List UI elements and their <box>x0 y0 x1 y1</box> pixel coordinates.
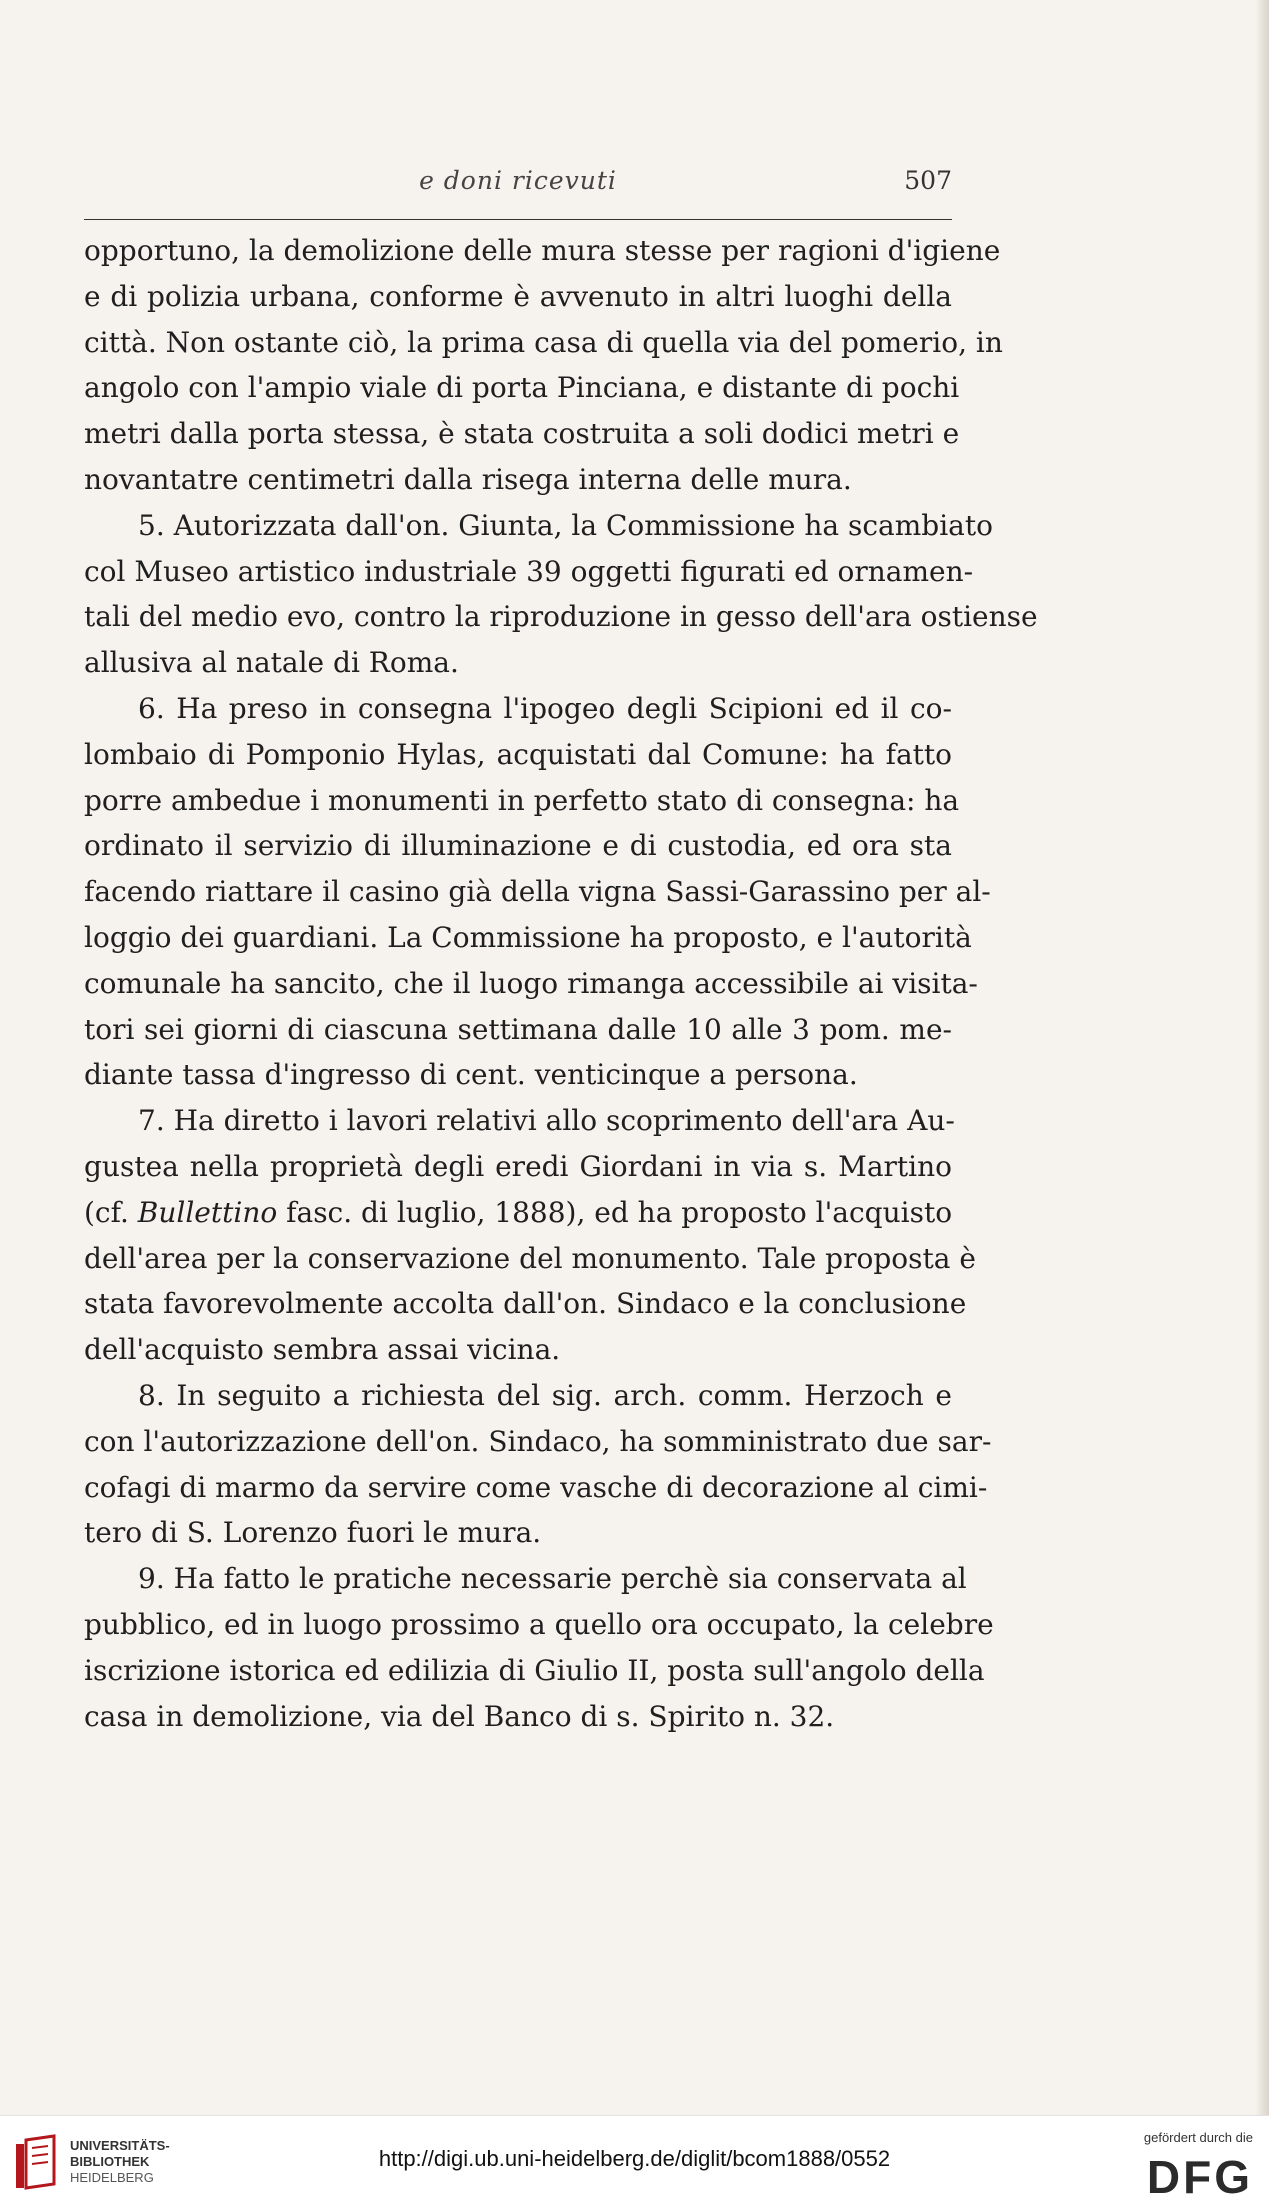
text-line: con l'autorizzazione dell'on. Sindaco, ha somministrato due sar- <box>84 1424 992 1458</box>
text-line: (cf. Bullettino fasc. di luglio, 1888), ed ha proposto l'acquisto <box>84 1195 953 1229</box>
digitization-footer <box>0 2115 1269 2207</box>
page-number: 507 <box>904 166 952 195</box>
text-line: città. Non ostante ciò, la prima casa di quella via del pomerio, in <box>84 325 1003 359</box>
text-line: e di polizia urbana, conforme è avvenuto in altri luoghi della <box>84 279 952 313</box>
text-line: tali del medio evo, contro la riproduzione in gesso dell'ara ostiense <box>84 600 1038 634</box>
text-line: comunale ha sancito, che il luogo rimanga accessibile ai visita- <box>84 966 978 1000</box>
text-line: metri dalla porta stessa, è stata costruita a soli dodici metri e <box>84 417 960 451</box>
text-line: gustea nella proprietà degli eredi Giordani in via s. Martino <box>84 1149 952 1183</box>
text-line: 6. Ha preso in consegna l'ipogeo degli Scipioni ed il co- <box>138 691 952 725</box>
funder-caption: gefördert durch die <box>1143 2130 1253 2145</box>
running-head <box>84 166 952 206</box>
text-line: dell'area per la conservazione del monumento. Tale proposta è <box>84 1241 976 1275</box>
text-line: 7. Ha diretto i lavori relativi allo scoprimento dell'ara Au- <box>138 1104 955 1138</box>
running-title: e doni ricevuti <box>419 166 617 195</box>
text-line: facendo riattare il casino già della vigna Sassi-Garassino per al- <box>84 875 991 909</box>
library-name-line: BIBLIOTHEK <box>70 2154 150 2169</box>
text-line: loggio dei guardiani. La Commissione ha proposto, e l'autorità <box>84 920 972 954</box>
text-line: iscrizione istorica ed edilizia di Giulio II, posta sull'angolo della <box>84 1653 985 1687</box>
text-line: 5. Autorizzata dall'on. Giunta, la Commissione ha scambiato <box>138 508 993 542</box>
text-line: allusiva al natale di Roma. <box>84 646 459 680</box>
text-line: novantatre centimetri dalla risega interna delle mura. <box>84 462 852 496</box>
text-line: 8. In seguito a richiesta del sig. arch. comm. Herzoch e <box>138 1378 952 1412</box>
text-line: col Museo artistico industriale 39 oggetti figurati ed ornamen- <box>84 554 974 588</box>
text-line: stata favorevolmente accolta dall'on. Sindaco e la conclusione <box>84 1287 967 1321</box>
page-edge-shadow <box>1255 0 1269 2115</box>
journal-title: Bullettino <box>137 1195 278 1229</box>
text-line: opportuno, la demolizione delle mura stesse per ragioni d'igiene <box>84 234 1001 267</box>
text-line: 9. Ha fatto le pratiche necessarie perchè sia conservata al <box>138 1562 967 1596</box>
text-line: dell'acquisto sembra assai vicina. <box>84 1333 561 1367</box>
dfg-logo: DFG <box>1146 2151 1253 2203</box>
text-line: cofagi di marmo da servire come vasche di decorazione al cimi- <box>84 1470 988 1504</box>
text-line: diante tassa d'ingresso di cent. venticinque a persona. <box>84 1058 858 1092</box>
text-line: angolo con l'ampio viale di porta Pinciana, e distante di pochi <box>84 371 960 405</box>
text-line: tero di S. Lorenzo fuori le mura. <box>84 1516 542 1550</box>
header-rule <box>84 219 952 220</box>
text-line: pubblico, ed in luogo prossimo a quello ora occupato, la celebre <box>84 1607 994 1641</box>
text-line: porre ambedue i monumenti in perfetto stato di consegna: ha <box>84 783 960 817</box>
text-line: tori sei giorni di ciascuna settimana dalle 10 alle 3 pom. me- <box>84 1012 952 1046</box>
permalink-url[interactable]: http://digi.ub.uni-heidelberg.de/diglit/bcom1888/0552 <box>378 2146 891 2171</box>
library-name-line: UNIVERSITÄTS- <box>70 2138 170 2153</box>
text-line: ordinato il servizio di illuminazione e di custodia, ed ora sta <box>84 829 952 863</box>
library-name-line: HEIDELBERG <box>70 2170 154 2185</box>
body-text <box>84 228 1038 1739</box>
text-line: casa in demolizione, via del Banco di s. Spirito n. 32. <box>84 1699 835 1733</box>
text-line: lombaio di Pomponio Hylas, acquistati dal Comune: ha fatto <box>84 737 952 771</box>
